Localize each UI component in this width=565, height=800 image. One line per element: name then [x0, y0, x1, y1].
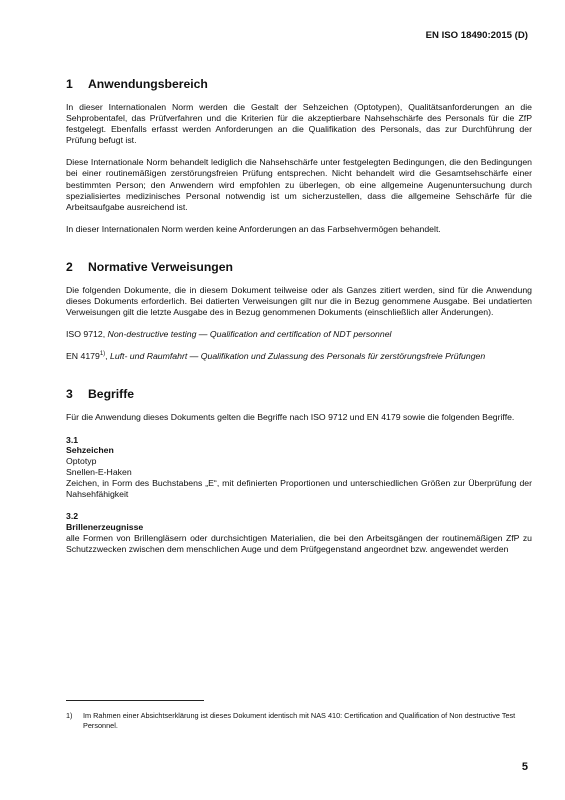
term-definition: Zeichen, in Form des Buchstabens „E“, mit definierten Proportionen und unterschiedlichen Größen zur Überprüfung der Nahsehfähigkeit: [66, 478, 532, 500]
footnote-reference-mark: 1): [99, 351, 106, 358]
reference-title: Non-destructive testing — Qualification and certification of NDT personnel: [107, 329, 392, 340]
term-number: 3.2: [66, 511, 79, 522]
section-1-heading: [66, 77, 532, 91]
section-1-paragraph: In dieser Internationalen Norm werden die Gestalt der Sehzeichen (Optotypen), Qualitätsanforderungen an die Sehprobentafel, das Prüfverfahren und die Kriterien für die akzeptierbare Nahsehschärfe des Personals für die ZfP festgelegt. Ebenfalls erfasst werden Anforderungen an die Qualifikation des Personals, das zur Durchführung der Prüfung befugt ist.: [66, 102, 532, 146]
section-1-title: Anwendungsbereich: [88, 77, 208, 91]
reference-id: EN 4179: [66, 351, 100, 362]
footnote-mark: 1): [66, 711, 73, 720]
section-1-paragraph: Diese Internationale Norm behandelt lediglich die Nahsehschärfe unter festgelegten Bedingungen, die den Bedingungen bei einer routinemäßigen zerstörungsfreien Prüfung entsprechen. Nicht behandelt wird die Gesamtsehschärfe einer bestimmten Person; den Anwendern wird empfohlen zu überlegen, ob eine allgemeine Augenuntersuchung durch spezialisiertes medizinisches Personal notwendig ist um sicherzustellen, dass die allgemeine Sehschärfe für die Arbeitsaufgabe ausreichend ist.: [66, 157, 532, 212]
page-content: [66, 77, 532, 555]
reference-id: ISO 9712,: [66, 329, 106, 340]
normative-reference-iso-9712: [66, 329, 532, 340]
section-1-number: 1: [66, 77, 73, 91]
term-synonym: Optotyp: [66, 456, 97, 467]
footnote-separator: [66, 700, 204, 701]
section-2-intro: Die folgenden Dokumente, die in diesem Dokument teilweise oder als Ganzes zitiert werden, sind für die Anwendung dieses Dokuments erforderlich. Bei datierten Verweisungen gilt nur die in Bezug genommene Ausgabe. Bei undatierten Verweisungen gilt die letzte Ausgabe des in Bezug genommenen Dokuments (einschließlich aller Änderungen).: [66, 284, 532, 318]
section-2-number: 2: [66, 259, 73, 274]
term-synonym: Snellen-E-Haken: [66, 467, 132, 478]
reference-title: Luft- und Raumfahrt — Qualifikation und Zulassung des Personals für zerstörungsfreie Prüfungen: [109, 351, 486, 362]
section-2-heading: [66, 260, 532, 274]
term-name: Brillenerzeugnisse: [66, 522, 144, 533]
term-name: Sehzeichen: [66, 445, 114, 456]
section-3-title: Begriffe: [88, 387, 135, 402]
page-number: 5: [521, 761, 528, 773]
normative-reference-en-4179: EN 4179$^{1)}$, Luft- und Raumfahrt — Qualifikation und Zulassung des Personals für zerstörungsfreie Prüfungen: [66, 351, 486, 362]
footnote-text: Im Rahmen einer Absichtserklärung ist dieses Dokument identisch mit NAS 410: Certification and Qualification of Non destructive Test Personnel.: [83, 711, 516, 731]
term-definition: alle Formen von Brillengläsern oder durchsichtigen Materialien, die bei den Arbeitsgängen der routinemäßigen ZfP zu Schutzzwecken zwischen dem menschlichen Auge und dem Prüfgegenstand angeordnet bzw. angewendet werden: [66, 533, 532, 555]
document-header-id: EN ISO 18490:2015 (D): [425, 30, 528, 41]
footnote: [66, 711, 534, 732]
term-number: 3.1: [66, 434, 79, 445]
term-entry-3-2: [66, 511, 532, 555]
section-3-heading: [66, 387, 532, 401]
section-3-intro: Für die Anwendung dieses Dokuments gelten die Begriffe nach ISO 9712 und EN 4179 sowie die folgenden Begriffe.: [66, 412, 515, 423]
section-1-paragraph: In dieser Internationalen Norm werden keine Anforderungen an das Farbsehvermögen behandelt.: [66, 223, 441, 234]
section-2-title: Normative Verweisungen: [88, 259, 233, 274]
section-3-number: 3: [66, 387, 73, 402]
term-entry-3-1: [66, 435, 532, 501]
